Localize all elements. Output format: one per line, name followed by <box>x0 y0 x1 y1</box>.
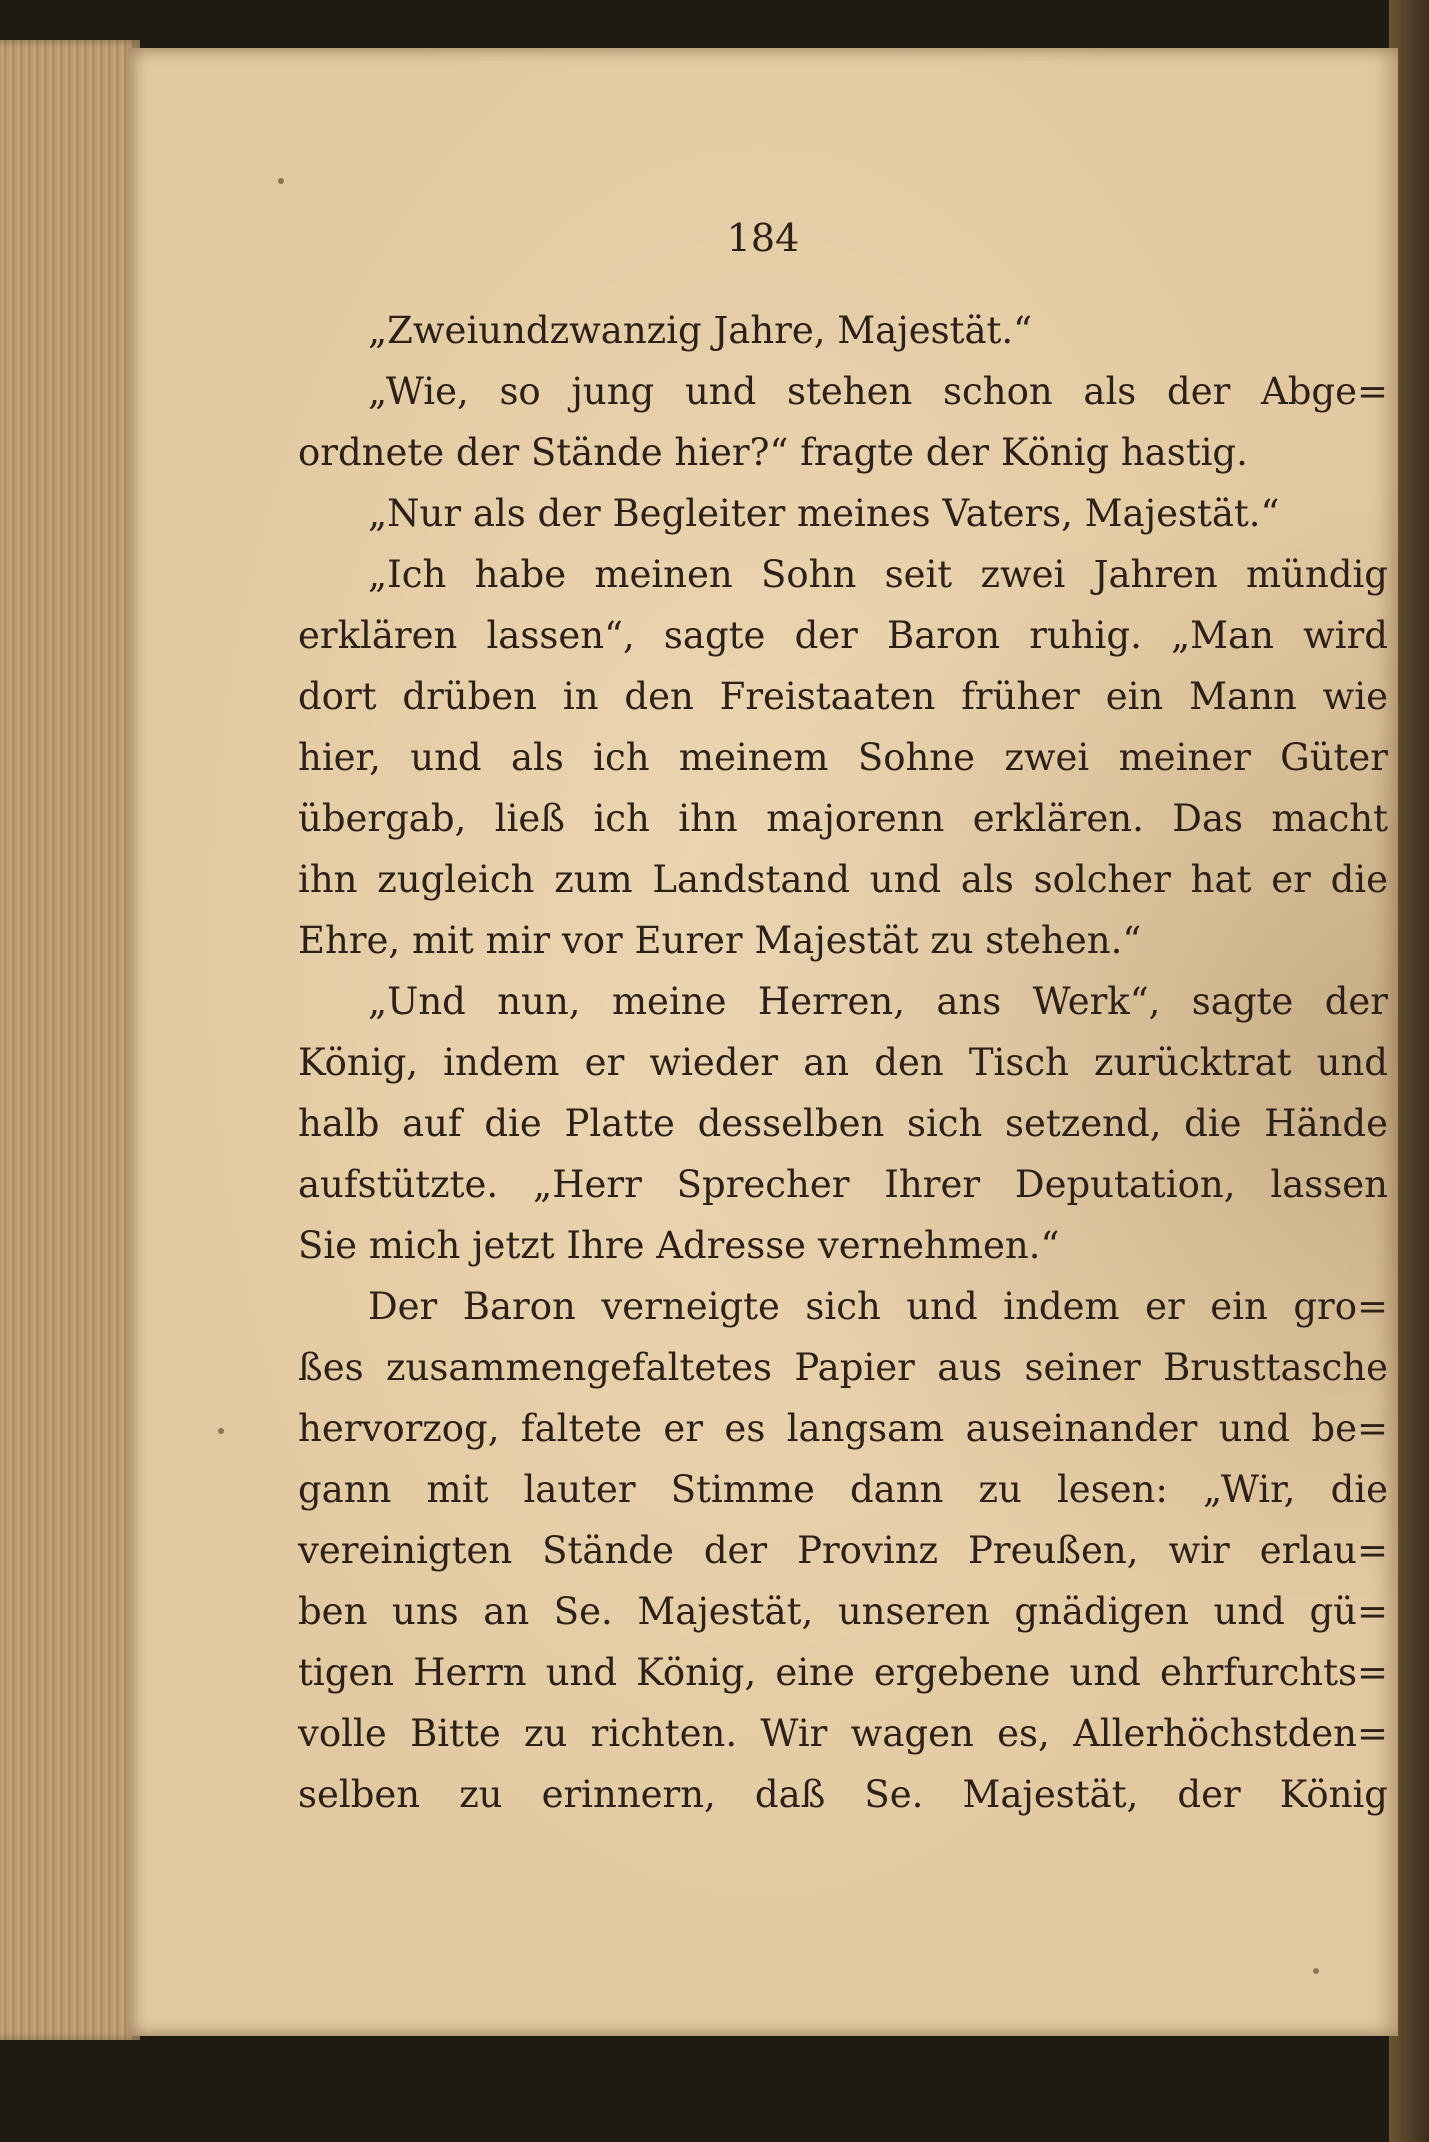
book-page-edges <box>0 40 140 2040</box>
text-line: „Und nun, meine Herren, ans Werk“, sagte der <box>368 980 1388 1023</box>
text-line: ihn zugleich zum Landstand und als solcher hat er die <box>298 858 1388 901</box>
text-line: „Wie, so jung und stehen schon als der Abge= <box>368 370 1388 413</box>
text-line: ben uns an Se. Majestät, unseren gnädigen und gü= <box>298 1590 1388 1633</box>
text-line: selben zu erinnern, daß Se. Majestät, der König <box>298 1773 1388 1816</box>
text-line: übergab, ließ ich ihn majorenn erklären. Das macht <box>298 797 1388 840</box>
text-line: ordnete der Stände hier?“ fragte der König hastig. <box>298 431 1248 474</box>
text-line: dort drüben in den Freistaaten früher ein Mann wie <box>298 675 1388 718</box>
text-line: König, indem er wieder an den Tisch zurücktrat und <box>298 1041 1388 1084</box>
text-line: volle Bitte zu richten. Wir wagen es, Allerhöchstden= <box>298 1712 1388 1755</box>
text-line: Sie mich jetzt Ihre Adresse vernehmen.“ <box>298 1224 1060 1267</box>
text-line: „Nur als der Begleiter meines Vaters, Majestät.“ <box>368 492 1280 535</box>
paper-speck <box>218 1428 224 1434</box>
text-line: halb auf die Platte desselben sich setzend, die Hände <box>298 1102 1388 1145</box>
text-line: erklären lassen“, sagte der Baron ruhig. „Man wird <box>298 614 1388 657</box>
text-line: ßes zusammengefaltetes Papier aus seiner Brusttasche <box>298 1346 1388 1389</box>
text-line: tigen Herrn und König, eine ergebene und ehrfurchts= <box>298 1651 1388 1694</box>
text-line: Der Baron verneigte sich und indem er ein gro= <box>368 1285 1388 1328</box>
text-line: aufstützte. „Herr Sprecher Ihrer Deputation, lassen <box>298 1163 1388 1206</box>
text-line: „Zweiundzwanzig Jahre, Majestät.“ <box>368 309 1033 352</box>
text-line: Ehre, mit mir vor Eurer Majestät zu stehen.“ <box>298 919 1142 962</box>
book-page <box>128 48 1398 2036</box>
paper-speck <box>278 178 284 184</box>
text-line: hier, und als ich meinem Sohne zwei meiner Güter <box>298 736 1388 779</box>
text-line: „Ich habe meinen Sohn seit zwei Jahren mündig <box>368 553 1388 596</box>
paper-speck <box>1313 1968 1319 1974</box>
text-line: hervorzog, faltete er es langsam auseinander und be= <box>298 1407 1388 1450</box>
body-text <box>298 300 1388 1825</box>
text-line: vereinigten Stände der Provinz Preußen, wir erlau= <box>298 1529 1388 1572</box>
text-line: gann mit lauter Stimme dann zu lesen: „Wir, die <box>298 1468 1388 1511</box>
page-number: 184 <box>726 216 800 260</box>
